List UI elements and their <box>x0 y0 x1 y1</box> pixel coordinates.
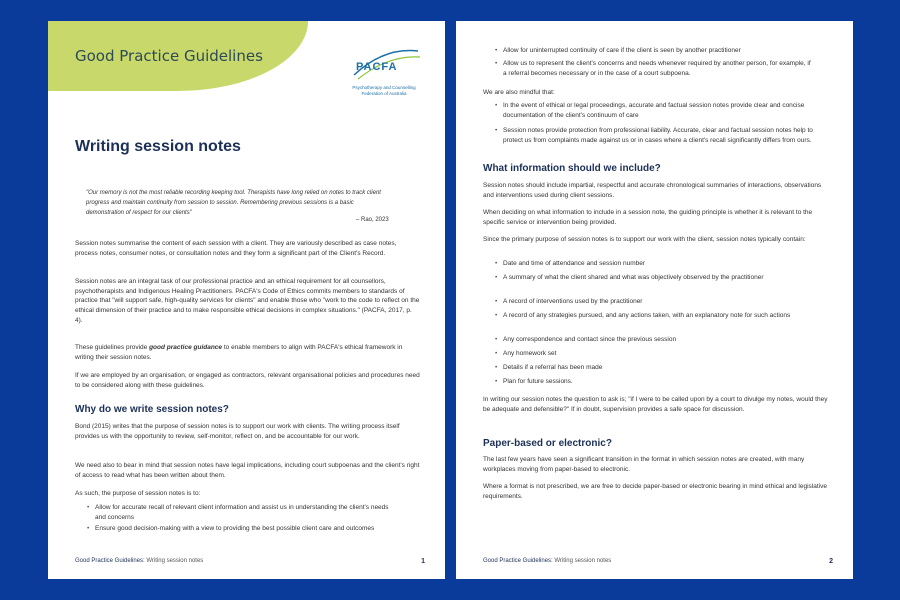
list-item: • Details if a referral has been made <box>503 363 813 373</box>
paragraph-question: In writing our session notes the question to ask is; "if I were to be called upon by a court to divulge my notes, would they be adequate and defensible?" If in doubt, supervision provides a safe space for discussion. <box>483 396 828 413</box>
paragraph-mindful: We are also mindful that: <box>483 89 555 96</box>
paragraph-format: Where a format is not prescribed, we are free to decide paper-based or electronic bearing in mind ethical and legislative requirements. <box>483 483 827 500</box>
list-item: • Allow us to represent the client's concerns and needs whenever required by another person, for example, if a referral becomes necessary or in the case of a court subpoena. <box>503 59 813 78</box>
list-item: • Session notes provide protection from professional liability. Accurate, clear and factual session notes help to protect us from complaints made against us or in cases where a client's recall significantly differs from ours. <box>503 126 813 145</box>
page-number: 2 <box>829 558 833 565</box>
paragraph-intro: Session notes summarise the content of each session with a client. They are variously described as case notes, process notes, consumer notes, or consultation notes and they form a significant part of the Client's Record. <box>75 240 397 257</box>
list-item: • Allow for accurate recall of relevant client information and assist us in understanding the client's needs and concerns <box>95 503 395 522</box>
footer-label: Good Practice Guidelines: <box>483 558 553 564</box>
paragraph-bond: Bond (2015) writes that the purpose of session notes is to support our work with clients. The writing process itself provides us with the opportunity to review, self-monitor, reflect on, and be accountable for our work. <box>75 423 400 440</box>
paragraph-employed: If we are employed by an organisation, or engaged as contractors, relevant organisational policies and procedures need to be considered along with these guidelines. <box>75 372 420 389</box>
paragraph-guidance <box>75 343 420 362</box>
page-title: Writing session notes <box>75 138 241 155</box>
list-item: • Date and time of attendance and session number <box>503 259 813 269</box>
paragraph-impartial: Session notes should include impartial, respectful and accurate chronological summaries of interactions, observations and interventions used during client sessions. <box>483 182 822 199</box>
footer-subtitle: Writing session notes <box>552 558 612 564</box>
logo-subtitle: Psychotherapy and Counselling Federation of Australia <box>352 85 416 96</box>
document-page-1 <box>48 21 445 579</box>
list-item: • Allow for uninterrupted continuity of care if the client is seen by another practitioner <box>503 46 813 56</box>
heading-why: Why do we write session notes? <box>75 404 229 415</box>
pacfa-logo <box>344 45 422 105</box>
heading-paper: Paper-based or electronic? <box>483 438 612 449</box>
quote-attribution: – Rao, 2023 <box>356 217 389 223</box>
page-footer <box>75 558 425 568</box>
document-page-2 <box>456 21 853 579</box>
list-item: • Ensure good decision-making with a view to providing the best possible client care and outcomes <box>95 524 395 534</box>
guidance-emphasis: good practice guidance <box>149 344 223 351</box>
paragraph-transition: The last few years have seen a significant transition in the format in which session notes are created, with many workplaces moving from paper-based to electronic. <box>483 456 805 473</box>
list-item: • A summary of what the client shared and what was objectively observed by the practitioner <box>503 273 813 283</box>
paragraph-purpose: As such, the purpose of session notes is to: <box>75 490 201 497</box>
list-item: • In the event of ethical or legal proceedings, accurate and factual session notes provide clear and concise documentation of the client's continuum of care <box>503 101 813 120</box>
footer-subtitle: Writing session notes <box>144 558 204 564</box>
logo-wordmark: PACFA <box>356 61 398 73</box>
page-footer <box>483 558 833 568</box>
paragraph-deciding: When deciding on what information to include in a session note, the guiding principle is whether it is relevant to the specific service or intervention being provided. <box>483 209 813 226</box>
list-item: • Any homework set <box>503 349 813 359</box>
paragraph-contain: Since the primary purpose of session notes is to support our work with the client, session notes typically contain: <box>483 236 806 243</box>
guidance-text-pre: These guidelines provide <box>75 344 150 351</box>
opening-quote: "Our memory is not the most reliable recording keeping tool. Therapists have long relied on notes to track client progress and maintain continuity from session to session. Remembering previous sessions is a basic demonstration of respect for our clients" <box>86 190 381 216</box>
list-item: • A record of interventions used by the practitioner <box>503 297 813 307</box>
list-item: • A record of any strategies pursued, and any actions taken, with an explanatory note for such actions <box>503 311 813 321</box>
list-item: • Any correspondence and contact since the previous session <box>503 335 813 345</box>
paragraph-legal: We need also to bear in mind that session notes have legal implications, including court subpoenas and the client's right of access to read what has been written about them. <box>75 462 420 479</box>
footer-label: Good Practice Guidelines: <box>75 558 145 564</box>
list-item: • Plan for future sessions. <box>503 377 813 387</box>
guidance-text-post: to enable members to align with PACFA's ethical framework in writing their session notes. <box>75 344 403 361</box>
paragraph-integral: Session notes are an integral task of our professional practice and an ethical requirement for all counsellors, psychotherapists and Indigenous Healing Practitioners. PACFA's Code of Ethics commits members to standards of practice that "will support safe, high-quality services for clients" and enable those who "work to the code to reflect on the ethical dimension of their practice and to make responsible ethical decisions in complex situations." (PACFA, 2017, p. 4). <box>75 278 420 324</box>
page-number: 1 <box>421 558 425 565</box>
heading-what: What information should we include? <box>483 163 661 174</box>
header-title: Good Practice Guidelines <box>75 47 263 65</box>
